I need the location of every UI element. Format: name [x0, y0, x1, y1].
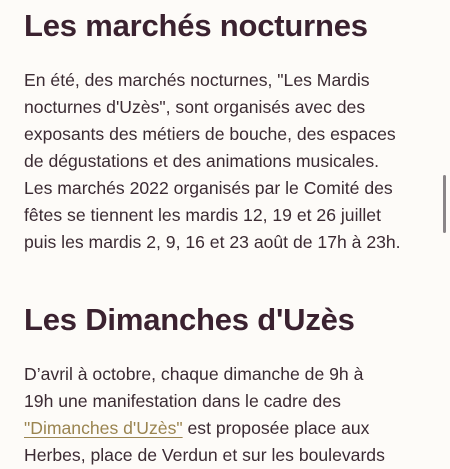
- paragraph-line: 19h une manifestation dans le cadre des: [24, 391, 341, 411]
- paragraph-line: exposants des métiers de bouche, des espaces: [24, 124, 396, 144]
- paragraph-line: nocturnes d'Uzès", sont organisés avec des: [24, 97, 366, 117]
- section-paragraph: [24, 361, 429, 469]
- dimanches-uzes-link[interactable]: "Dimanches d'Uzès": [24, 418, 183, 438]
- paragraph-line: En été, des marchés nocturnes, "Les Mardis: [24, 70, 370, 90]
- paragraph-line: de dégustations et des animations musicales.: [24, 151, 380, 171]
- paragraph-line: Les marchés 2022 organisés par le Comité des: [24, 178, 393, 198]
- paragraph-line: Herbes, place de Verdun et sur les boulevards: [24, 445, 385, 465]
- section-marches-nocturnes: [24, 6, 429, 256]
- paragraph-line: fêtes se tiennent les mardis 12, 19 et 26 juillet: [24, 205, 381, 225]
- section-dimanches-uzes: [24, 300, 429, 469]
- section-title: Les marchés nocturnes: [24, 8, 368, 43]
- paragraph-text: est proposée place aux: [182, 418, 370, 438]
- section-paragraph: [24, 67, 429, 256]
- paragraph-line: puis les mardis 2, 9, 16 et 23 août de 17h à 23h.: [24, 232, 401, 252]
- paragraph-line: [24, 415, 429, 442]
- scrollbar-thumb[interactable]: [443, 175, 446, 233]
- section-title: Les Dimanches d'Uzès: [24, 302, 355, 337]
- paragraph-line: D’avril à octobre, chaque dimanche de 9h à: [24, 364, 364, 384]
